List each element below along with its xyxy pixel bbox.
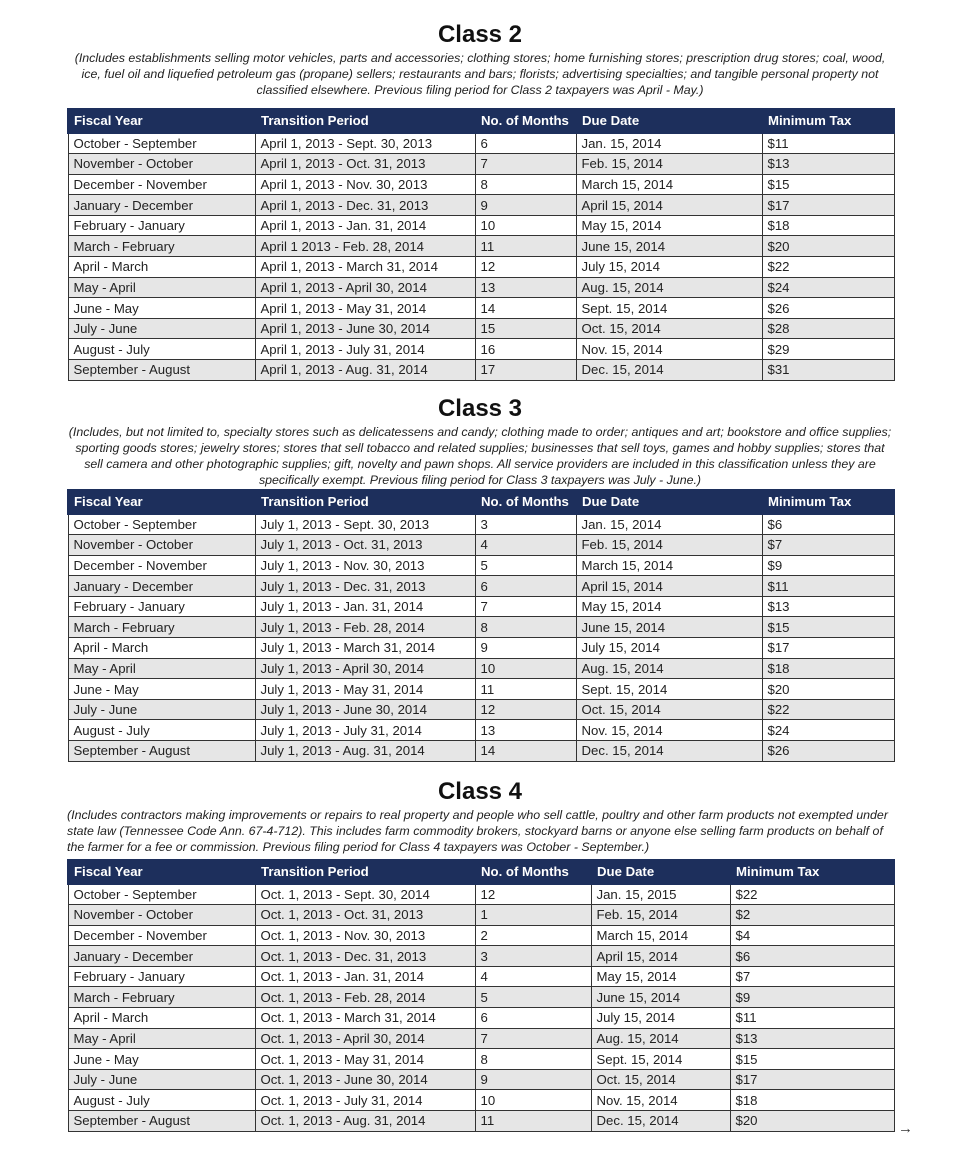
table-row [68,1049,894,1070]
cell-minimum-tax: $4 [730,925,894,946]
cell-fiscal-year: February - January [68,596,255,617]
cell-due-date: Sept. 15, 2014 [576,298,762,319]
cell-minimum-tax: $6 [730,946,894,967]
class-4-table [67,859,895,1132]
cell-transition-period: April 1, 2013 - Sept. 30, 2013 [255,133,475,154]
class-2-section [0,22,960,98]
cell-minimum-tax: $24 [762,277,894,298]
cell-fiscal-year: November - October [68,535,255,556]
cell-minimum-tax: $17 [762,638,894,659]
cell-transition-period: April 1, 2013 - Nov. 30, 2013 [255,174,475,195]
table-row [68,1069,894,1090]
cell-transition-period: July 1, 2013 - Nov. 30, 2013 [255,555,475,576]
column-header-fiscal-year: Fiscal Year [68,109,255,133]
cell-fiscal-year: March - February [68,617,255,638]
cell-minimum-tax: $15 [730,1049,894,1070]
cell-due-date: Oct. 15, 2014 [576,699,762,720]
table-row [68,236,894,257]
cell-no-of-months: 6 [475,1008,591,1029]
table-row [68,946,894,967]
table-row [68,1028,894,1049]
table-row [68,925,894,946]
cell-due-date: March 15, 2014 [591,925,730,946]
table-row [68,298,894,319]
cell-transition-period: Oct. 1, 2013 - Oct. 31, 2013 [255,905,475,926]
cell-transition-period: July 1, 2013 - March 31, 2014 [255,638,475,659]
cell-fiscal-year: September - August [68,360,255,381]
table-row [68,596,894,617]
table-row [68,679,894,700]
cell-transition-period: April 1, 2013 - Aug. 31, 2014 [255,360,475,381]
cell-transition-period: April 1, 2013 - Dec. 31, 2013 [255,195,475,216]
cell-no-of-months: 14 [475,298,576,319]
table-row [68,741,894,762]
table-row [68,1008,894,1029]
cell-fiscal-year: August - July [68,339,255,360]
cell-due-date: June 15, 2014 [576,617,762,638]
cell-no-of-months: 7 [475,154,576,175]
cell-due-date: Feb. 15, 2014 [591,905,730,926]
cell-due-date: July 15, 2014 [576,638,762,659]
cell-fiscal-year: December - November [68,555,255,576]
cell-no-of-months: 9 [475,638,576,659]
table-row [68,699,894,720]
cell-due-date: June 15, 2014 [576,236,762,257]
cell-due-date: Jan. 15, 2014 [576,133,762,154]
cell-due-date: July 15, 2014 [591,1008,730,1029]
cell-minimum-tax: $22 [762,699,894,720]
cell-no-of-months: 8 [475,1049,591,1070]
cell-fiscal-year: December - November [68,174,255,195]
cell-minimum-tax: $11 [730,1008,894,1029]
table-row [68,154,894,175]
cell-no-of-months: 14 [475,741,576,762]
cell-no-of-months: 8 [475,617,576,638]
cell-minimum-tax: $6 [762,514,894,535]
cell-transition-period: April 1, 2013 - June 30, 2014 [255,318,475,339]
class-2-description: (Includes establishments selling motor vehicles, parts and accessories; clothing stores; home furnishing stores; prescription drug stores; coal, wood, ice, fuel oil and liquefied petroleum gas (propane) sellers; restaurants and bars; florists; advertising specialties; and tangible personal property not classified elsewhere. Previous filing period for Class 2 taxpayers was April - May.) [74,51,886,97]
cell-transition-period: Oct. 1, 2013 - Feb. 28, 2014 [255,987,475,1008]
cell-minimum-tax: $17 [762,195,894,216]
column-header-no-of-months: No. of Months [475,109,576,133]
cell-due-date: May 15, 2014 [591,966,730,987]
cell-fiscal-year: May - April [68,1028,255,1049]
cell-transition-period: July 1, 2013 - May 31, 2014 [255,679,475,700]
cell-minimum-tax: $11 [762,576,894,597]
column-header-transition-period: Transition Period [255,490,475,514]
cell-no-of-months: 10 [475,1090,591,1111]
cell-fiscal-year: July - June [68,699,255,720]
cell-due-date: Dec. 15, 2014 [576,360,762,381]
cell-minimum-tax: $29 [762,339,894,360]
cell-fiscal-year: December - November [68,925,255,946]
cell-transition-period: Oct. 1, 2013 - July 31, 2014 [255,1090,475,1111]
cell-no-of-months: 12 [475,699,576,720]
table-row [68,555,894,576]
cell-fiscal-year: July - June [68,1069,255,1090]
column-header-due-date: Due Date [576,109,762,133]
cell-minimum-tax: $22 [730,884,894,905]
cell-no-of-months: 17 [475,360,576,381]
cell-transition-period: April 1, 2013 - April 30, 2014 [255,277,475,298]
cell-transition-period: Oct. 1, 2013 - Jan. 31, 2014 [255,966,475,987]
cell-minimum-tax: $20 [762,236,894,257]
cell-transition-period: April 1, 2013 - Jan. 31, 2014 [255,215,475,236]
cell-transition-period: Oct. 1, 2013 - May 31, 2014 [255,1049,475,1070]
table-row [68,257,894,278]
cell-due-date: Aug. 15, 2014 [591,1028,730,1049]
class-4-section [0,779,960,855]
class-4-title: Class 4 [437,778,523,805]
cell-minimum-tax: $18 [762,658,894,679]
cell-due-date: April 15, 2014 [591,946,730,967]
column-header-due-date: Due Date [591,860,730,884]
cell-transition-period: Oct. 1, 2013 - Dec. 31, 2013 [255,946,475,967]
cell-due-date: March 15, 2014 [576,174,762,195]
cell-transition-period: July 1, 2013 - Feb. 28, 2014 [255,617,475,638]
cell-fiscal-year: January - December [68,946,255,967]
cell-minimum-tax: $13 [730,1028,894,1049]
cell-minimum-tax: $17 [730,1069,894,1090]
cell-no-of-months: 9 [475,1069,591,1090]
cell-no-of-months: 5 [475,555,576,576]
cell-transition-period: April 1, 2013 - May 31, 2014 [255,298,475,319]
cell-fiscal-year: August - July [68,720,255,741]
column-header-minimum-tax: Minimum Tax [762,109,894,133]
cell-fiscal-year: May - April [68,658,255,679]
cell-no-of-months: 13 [475,277,576,298]
cell-no-of-months: 11 [475,236,576,257]
cell-fiscal-year: February - January [68,966,255,987]
column-header-fiscal-year: Fiscal Year [68,490,255,514]
cell-transition-period: July 1, 2013 - Dec. 31, 2013 [255,576,475,597]
cell-minimum-tax: $7 [730,966,894,987]
table-row [68,966,894,987]
cell-minimum-tax: $31 [762,360,894,381]
class-2-table [67,108,895,381]
cell-transition-period: Oct. 1, 2013 - Nov. 30, 2013 [255,925,475,946]
cell-minimum-tax: $7 [762,535,894,556]
cell-no-of-months: 8 [475,174,576,195]
cell-no-of-months: 7 [475,1028,591,1049]
table-row [68,514,894,535]
cell-no-of-months: 11 [475,1111,591,1132]
cell-minimum-tax: $15 [762,617,894,638]
class-3-title: Class 3 [437,395,523,422]
cell-fiscal-year: March - February [68,236,255,257]
cell-due-date: Feb. 15, 2014 [576,535,762,556]
cell-transition-period: Oct. 1, 2013 - June 30, 2014 [255,1069,475,1090]
column-header-minimum-tax: Minimum Tax [730,860,894,884]
cell-minimum-tax: $18 [730,1090,894,1111]
cell-fiscal-year: July - June [68,318,255,339]
cell-fiscal-year: April - March [68,638,255,659]
table-row [68,133,894,154]
cell-no-of-months: 4 [475,966,591,987]
cell-transition-period: July 1, 2013 - July 31, 2014 [255,720,475,741]
cell-no-of-months: 7 [475,596,576,617]
cell-due-date: Feb. 15, 2014 [576,154,762,175]
cell-fiscal-year: November - October [68,905,255,926]
cell-no-of-months: 3 [475,946,591,967]
cell-no-of-months: 5 [475,987,591,1008]
column-header-no-of-months: No. of Months [475,490,576,514]
class-2-title: Class 2 [437,21,523,48]
cell-fiscal-year: September - August [68,741,255,762]
cell-minimum-tax: $13 [762,596,894,617]
cell-no-of-months: 16 [475,339,576,360]
cell-transition-period: July 1, 2013 - Jan. 31, 2014 [255,596,475,617]
column-header-transition-period: Transition Period [255,860,475,884]
cell-no-of-months: 3 [475,514,576,535]
cell-no-of-months: 6 [475,133,576,154]
cell-due-date: April 15, 2014 [576,195,762,216]
cell-due-date: Aug. 15, 2014 [576,658,762,679]
cell-minimum-tax: $20 [730,1111,894,1132]
column-header-fiscal-year: Fiscal Year [68,860,255,884]
cell-due-date: Nov. 15, 2014 [576,339,762,360]
cell-transition-period: Oct. 1, 2013 - March 31, 2014 [255,1008,475,1029]
column-header-minimum-tax: Minimum Tax [762,490,894,514]
cell-no-of-months: 11 [475,679,576,700]
cell-minimum-tax: $24 [762,720,894,741]
table-row [68,720,894,741]
cell-transition-period: April 1, 2013 - July 31, 2014 [255,339,475,360]
cell-transition-period: April 1, 2013 - March 31, 2014 [255,257,475,278]
cell-transition-period: July 1, 2013 - April 30, 2014 [255,658,475,679]
cell-transition-period: April 1 2013 - Feb. 28, 2014 [255,236,475,257]
class-3-section [0,396,960,488]
cell-transition-period: April 1, 2013 - Oct. 31, 2013 [255,154,475,175]
cell-due-date: June 15, 2014 [591,987,730,1008]
cell-no-of-months: 9 [475,195,576,216]
table-row [68,174,894,195]
cell-minimum-tax: $22 [762,257,894,278]
column-header-transition-period: Transition Period [255,109,475,133]
cell-no-of-months: 12 [475,884,591,905]
cell-no-of-months: 10 [475,658,576,679]
table-row [68,638,894,659]
table-row [68,277,894,298]
cell-transition-period: July 1, 2013 - Sept. 30, 2013 [255,514,475,535]
cell-due-date: Jan. 15, 2014 [576,514,762,535]
arrow-right-icon[interactable]: → [898,1120,913,1137]
column-header-due-date: Due Date [576,490,762,514]
cell-fiscal-year: February - January [68,215,255,236]
table-row [68,215,894,236]
class-3-description: (Includes, but not limited to, specialty stores such as delicatessens and candy; clothing made to order; antiques and art; bookstore and office supplies; sporting goods stores; jewelry stores; stores that sell tobacco and related supplies; businesses that sell toys, games and hobby supplies; stores that sell camera and other photographic supplies; gift, novelty and pawn shops. All service providers are included in this classification unless they are specifically exempt. Previous filing period for Class 3 taxpayers was July - June.) [68,425,892,487]
cell-minimum-tax: $28 [762,318,894,339]
cell-fiscal-year: November - October [68,154,255,175]
cell-fiscal-year: June - May [68,298,255,319]
cell-fiscal-year: June - May [68,1049,255,1070]
cell-transition-period: Oct. 1, 2013 - Aug. 31, 2014 [255,1111,475,1132]
cell-due-date: Sept. 15, 2014 [591,1049,730,1070]
cell-minimum-tax: $2 [730,905,894,926]
cell-no-of-months: 6 [475,576,576,597]
cell-due-date: Oct. 15, 2014 [576,318,762,339]
table-row [68,658,894,679]
cell-due-date: May 15, 2014 [576,215,762,236]
cell-due-date: Dec. 15, 2014 [591,1111,730,1132]
cell-minimum-tax: $26 [762,741,894,762]
cell-minimum-tax: $9 [762,555,894,576]
cell-due-date: Dec. 15, 2014 [576,741,762,762]
cell-fiscal-year: October - September [68,514,255,535]
cell-minimum-tax: $13 [762,154,894,175]
cell-no-of-months: 2 [475,925,591,946]
table-row [68,339,894,360]
table-header-row [68,860,894,884]
cell-fiscal-year: April - March [68,1008,255,1029]
cell-transition-period: Oct. 1, 2013 - Sept. 30, 2014 [255,884,475,905]
cell-due-date: Sept. 15, 2014 [576,679,762,700]
cell-due-date: Nov. 15, 2014 [576,720,762,741]
cell-due-date: March 15, 2014 [576,555,762,576]
table-row [68,318,894,339]
table-row [68,576,894,597]
table-header-row [68,490,894,514]
table-row [68,1111,894,1132]
cell-due-date: April 15, 2014 [576,576,762,597]
cell-minimum-tax: $9 [730,987,894,1008]
table-row [68,360,894,381]
cell-transition-period: Oct. 1, 2013 - April 30, 2014 [255,1028,475,1049]
class-4-description: (Includes contractors making improvements or repairs to real property and people who sell cattle, poultry and other farm products not exempted under state law (Tennessee Code Ann. 67-4-712). This includes farm commodity brokers, stockyard barns or anyone else selling farm products on behalf of the farmer for a fee or commission. Previous filing period for Class 4 taxpayers was October - September.) [67,808,888,854]
cell-transition-period: July 1, 2013 - Aug. 31, 2014 [255,741,475,762]
cell-transition-period: July 1, 2013 - June 30, 2014 [255,699,475,720]
cell-due-date: May 15, 2014 [576,596,762,617]
cell-due-date: Aug. 15, 2014 [576,277,762,298]
cell-minimum-tax: $26 [762,298,894,319]
cell-transition-period: July 1, 2013 - Oct. 31, 2013 [255,535,475,556]
cell-no-of-months: 10 [475,215,576,236]
class-3-table [67,489,895,762]
table-row [68,1090,894,1111]
cell-no-of-months: 13 [475,720,576,741]
cell-due-date: July 15, 2014 [576,257,762,278]
cell-fiscal-year: October - September [68,884,255,905]
cell-minimum-tax: $11 [762,133,894,154]
table-row [68,905,894,926]
table-row [68,884,894,905]
cell-no-of-months: 1 [475,905,591,926]
table-row [68,195,894,216]
table-row [68,535,894,556]
cell-minimum-tax: $20 [762,679,894,700]
cell-due-date: Jan. 15, 2015 [591,884,730,905]
cell-fiscal-year: January - December [68,195,255,216]
cell-no-of-months: 15 [475,318,576,339]
cell-no-of-months: 12 [475,257,576,278]
table-row [68,617,894,638]
cell-fiscal-year: September - August [68,1111,255,1132]
table-header-row [68,109,894,133]
cell-minimum-tax: $18 [762,215,894,236]
cell-no-of-months: 4 [475,535,576,556]
cell-fiscal-year: May - April [68,277,255,298]
cell-fiscal-year: April - March [68,257,255,278]
cell-fiscal-year: March - February [68,987,255,1008]
column-header-no-of-months: No. of Months [475,860,591,884]
cell-due-date: Nov. 15, 2014 [591,1090,730,1111]
table-row [68,987,894,1008]
cell-due-date: Oct. 15, 2014 [591,1069,730,1090]
cell-fiscal-year: August - July [68,1090,255,1111]
cell-minimum-tax: $15 [762,174,894,195]
cell-fiscal-year: January - December [68,576,255,597]
cell-fiscal-year: June - May [68,679,255,700]
cell-fiscal-year: October - September [68,133,255,154]
